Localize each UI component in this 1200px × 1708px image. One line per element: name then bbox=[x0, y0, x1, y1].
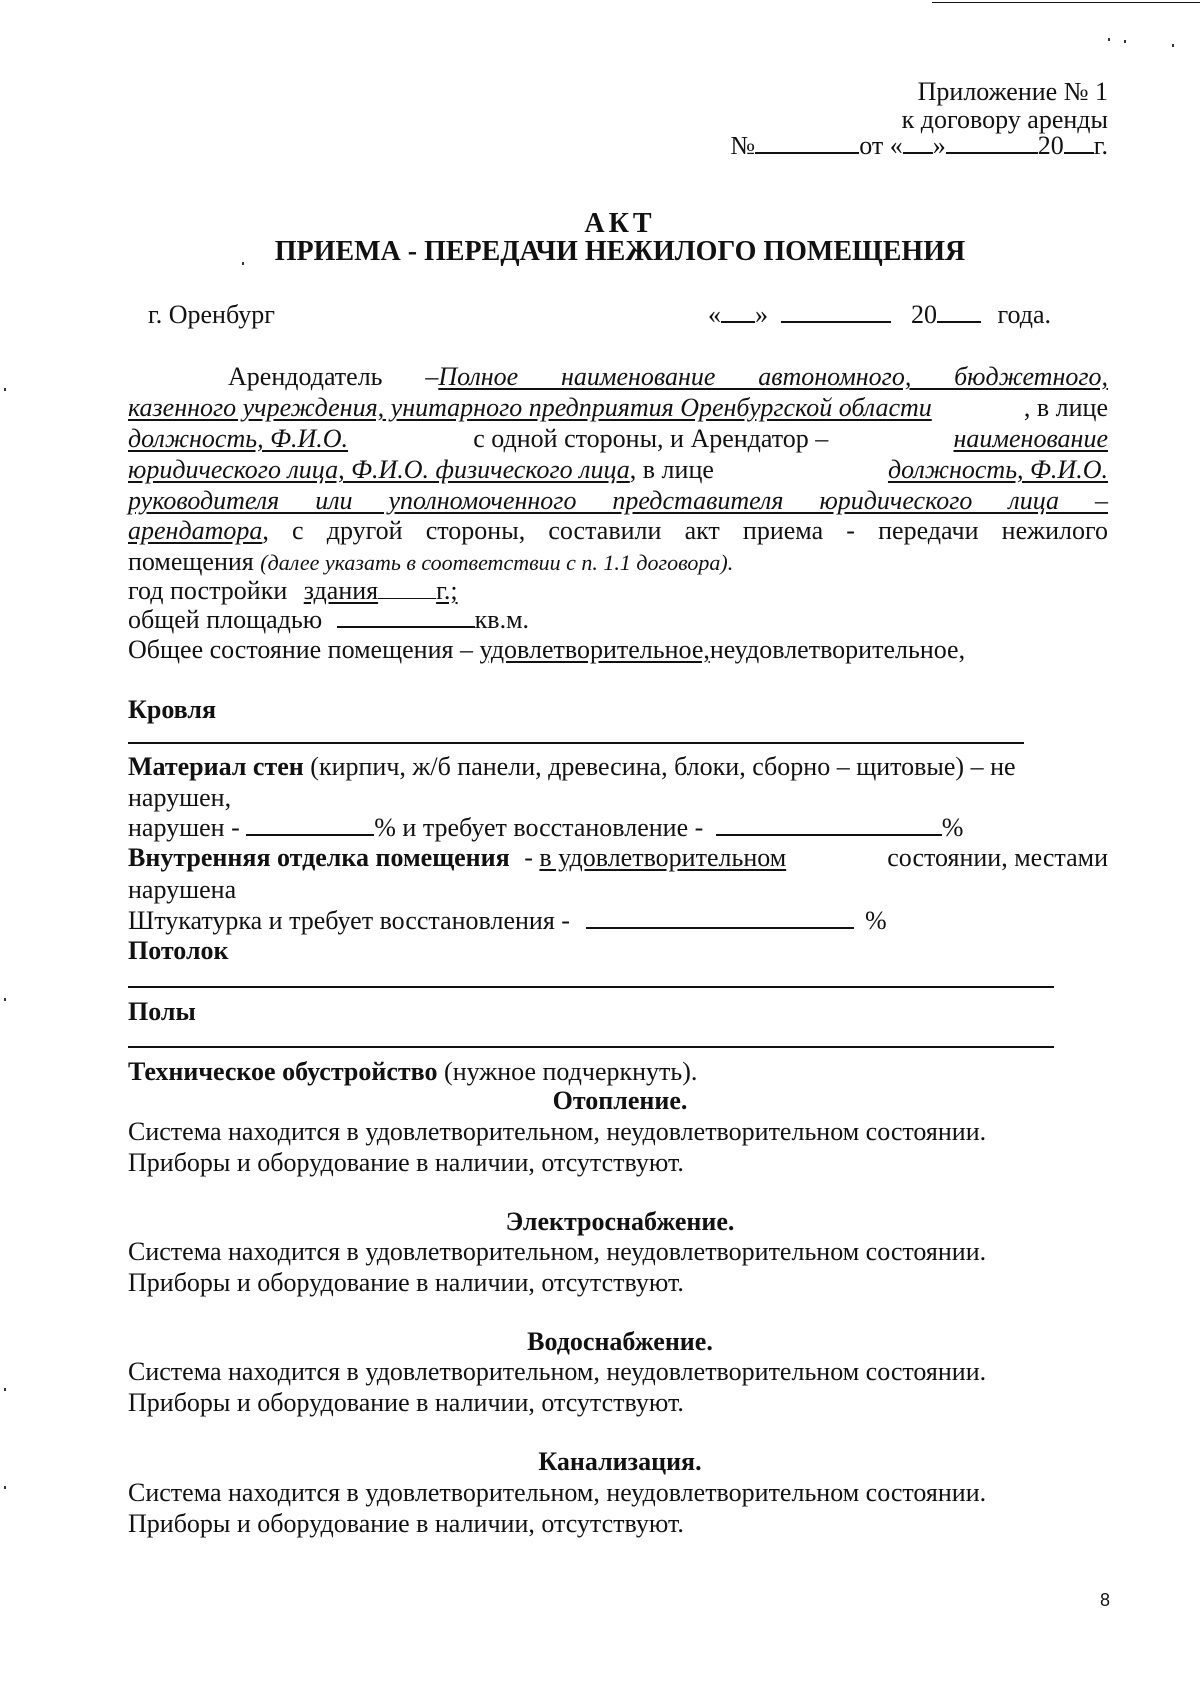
intro-line-1 bbox=[228, 361, 1108, 392]
tech-label: Техническое обустройство bbox=[128, 1057, 438, 1086]
interior-dash: - bbox=[524, 843, 533, 872]
intro-dash: –Полное наименование автономного, бюджетного, bbox=[425, 362, 1109, 391]
interior-line bbox=[128, 842, 1108, 873]
from-label: от « bbox=[859, 131, 903, 160]
date-year-prefix: 20 bbox=[911, 300, 937, 329]
walls-broken-blank bbox=[246, 812, 374, 836]
walls-label: Материал стен bbox=[128, 752, 304, 781]
general-state-label: Общее состояние помещения – bbox=[128, 635, 473, 664]
walls-line-2: нарушен, bbox=[128, 783, 232, 812]
system-state-heating: Система находится в удовлетворительном, неудовлетворительном состоянии. bbox=[128, 1117, 987, 1146]
interior-label: Внутренняя отделка помещения bbox=[128, 843, 510, 872]
quote-close: » bbox=[932, 131, 946, 160]
floors-heading: Полы bbox=[128, 997, 196, 1026]
intro-compiled-act: , с другой стороны, составили акт приема - передачи нежилого bbox=[262, 516, 1108, 545]
month-blank bbox=[946, 130, 1038, 154]
ceiling-heading: Потолок bbox=[128, 936, 229, 965]
premises-word: помещения bbox=[128, 547, 254, 576]
contract-clause-note: (далее указать в соответствии с п. 1.1 договора). bbox=[260, 550, 734, 575]
walls-materials: (кирпич, ж/б панели, древесина, блоки, сборно – щитовые) – не bbox=[310, 752, 1016, 781]
plaster-blank bbox=[586, 905, 854, 929]
system-state-water: Система находится в удовлетворительном, неудовлетворительном состоянии. bbox=[128, 1357, 987, 1386]
tenant-word: арендатора bbox=[128, 516, 263, 545]
state-satisfactory: удовлетворительное, bbox=[479, 635, 710, 664]
act-title: АКТ bbox=[584, 208, 656, 239]
system-title-sewage: Канализация. bbox=[538, 1447, 702, 1476]
tenant-position-placeholder: должность, Ф.И.О. bbox=[887, 455, 1108, 484]
build-year-unit: г.; bbox=[436, 576, 458, 605]
ceiling-blank-line bbox=[128, 986, 1054, 988]
area-unit: кв.м. bbox=[474, 605, 530, 634]
system-state-electricity: Система находится в удовлетворительном, неудовлетворительном состоянии. bbox=[128, 1237, 987, 1266]
walls-restore-blank bbox=[716, 812, 942, 836]
area-blank bbox=[337, 604, 475, 628]
intro-line-2 bbox=[128, 392, 1108, 423]
intro-line-3 bbox=[128, 423, 1108, 454]
date-close-quote: » bbox=[755, 300, 768, 329]
landlord-position-placeholder: должность, Ф.И.О. bbox=[128, 424, 349, 453]
intro-represented-by: , в лице bbox=[1023, 393, 1108, 422]
page-number: 8 bbox=[1100, 1590, 1111, 1610]
landlord-name-placeholder: Полное наименование автономного, бюджетного, bbox=[438, 362, 1109, 391]
state-unsatisfactory: неудовлетворительное, bbox=[709, 635, 966, 664]
build-year-label: год постройки bbox=[128, 576, 288, 605]
intro-line-5 bbox=[128, 485, 1108, 516]
area-line bbox=[128, 604, 529, 635]
system-title-water: Водоснабжение. bbox=[527, 1327, 713, 1356]
number-blank bbox=[755, 130, 859, 154]
tech-line bbox=[128, 1056, 697, 1087]
intro-represented-by-2: , в лице bbox=[629, 455, 714, 484]
system-title-heating: Отопление. bbox=[552, 1086, 688, 1115]
intro-line-4 bbox=[128, 454, 1108, 485]
day-blank bbox=[903, 130, 933, 154]
plaster-percent: % bbox=[864, 906, 887, 935]
intro-line-7 bbox=[128, 546, 733, 578]
contract-label: к договору аренды bbox=[901, 105, 1108, 134]
scan-speck bbox=[4, 388, 6, 391]
scan-speck bbox=[1108, 38, 1110, 41]
tenant-representative-placeholder: руководителя или уполномоченного представителя юридического лица – bbox=[128, 486, 1108, 515]
system-state-sewage: Система находится в удовлетворительном, неудовлетворительном состоянии. bbox=[128, 1478, 987, 1507]
act-subtitle: ПРИЕМА - ПЕРЕДАЧИ НЕЖИЛОГО ПОМЕЩЕНИЯ bbox=[274, 236, 966, 267]
roof-blank-line bbox=[128, 742, 1024, 744]
year-suffix: г. bbox=[1093, 131, 1108, 160]
general-state-line bbox=[128, 634, 965, 665]
area-label: общей площадью bbox=[128, 605, 323, 634]
system-equipment-heating: Приборы и оборудование в наличии, отсутствуют. bbox=[128, 1148, 684, 1177]
appendix-label: Приложение № 1 bbox=[917, 77, 1108, 106]
build-year-line bbox=[128, 575, 458, 606]
plaster-line bbox=[128, 905, 887, 936]
tenant-name-placeholder: наименование bbox=[953, 424, 1108, 453]
floors-blank-line bbox=[128, 1046, 1054, 1048]
build-year-blank bbox=[378, 576, 436, 599]
walls-line bbox=[128, 751, 1016, 782]
system-equipment-sewage: Приборы и оборудование в наличии, отсутствуют. bbox=[128, 1509, 684, 1538]
scan-speck bbox=[4, 1388, 6, 1391]
system-equipment-water: Приборы и оборудование в наличии, отсутствуют. bbox=[128, 1388, 684, 1417]
system-equipment-electricity: Приборы и оборудование в наличии, отсутствуют. bbox=[128, 1268, 684, 1297]
institution-placeholder: казенного учреждения, унитарного предприятия Оренбургской области bbox=[128, 393, 932, 422]
walls-damage-line bbox=[128, 812, 963, 843]
interior-state-rest: состоянии, местами bbox=[887, 843, 1108, 872]
building-word: здания bbox=[303, 576, 379, 605]
tenant-entity-placeholder: юридического лица, Ф.И.О. физического лица bbox=[128, 455, 630, 484]
date-month-blank bbox=[781, 299, 891, 323]
intro-line-6 bbox=[128, 515, 1108, 546]
landlord-label: Арендодатель bbox=[228, 362, 383, 391]
date-year-blank bbox=[937, 299, 981, 323]
walls-restore-percent: % bbox=[941, 813, 964, 842]
walls-restore-label: % и требует восстановление - bbox=[374, 813, 704, 842]
scan-edge-line bbox=[932, 2, 1200, 3]
walls-broken-label: нарушен - bbox=[128, 813, 240, 842]
interior-satisfactory: в удовлетворительном bbox=[539, 843, 787, 872]
interior-line-2: нарушена bbox=[128, 875, 237, 904]
system-title-electricity: Электроснабжение. bbox=[505, 1207, 735, 1236]
scan-speck bbox=[4, 998, 6, 1001]
date-day-blank bbox=[721, 299, 755, 323]
year-blank bbox=[1064, 130, 1094, 154]
tech-note: (нужное подчеркнуть). bbox=[444, 1057, 698, 1086]
act-date bbox=[708, 299, 1051, 330]
intro-tenant-label: с одной стороны, и Арендатор – bbox=[473, 424, 829, 453]
city: г. Оренбург bbox=[148, 300, 275, 329]
contract-number-line bbox=[730, 130, 1108, 161]
scan-speck bbox=[1172, 44, 1174, 47]
number-sign: № bbox=[730, 131, 756, 160]
date-open-quote: « bbox=[708, 300, 721, 329]
scan-speck bbox=[1124, 40, 1126, 43]
date-year-word: года. bbox=[997, 300, 1052, 329]
scan-speck bbox=[4, 1486, 6, 1489]
plaster-label: Штукатурка и требует восстановления - bbox=[128, 906, 570, 935]
year-prefix: 20 bbox=[1037, 131, 1064, 160]
roof-heading: Кровля bbox=[128, 695, 217, 724]
